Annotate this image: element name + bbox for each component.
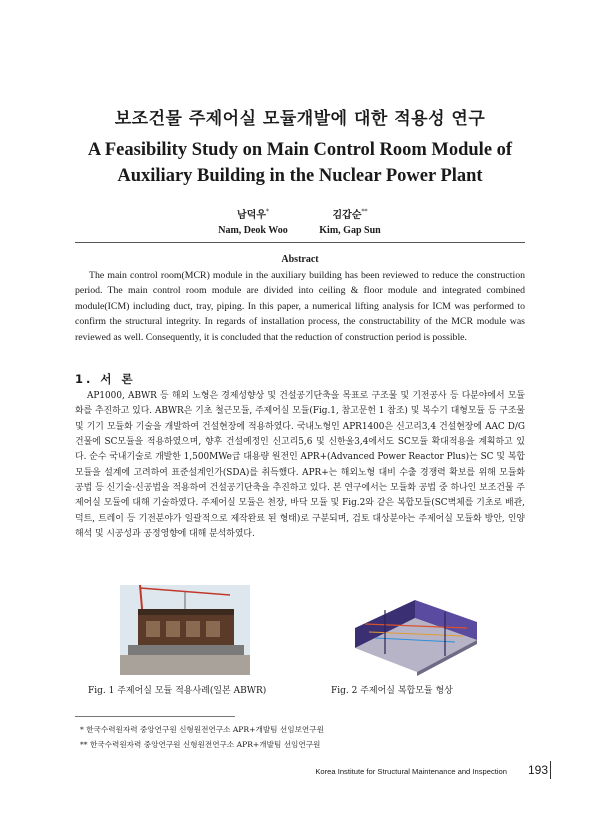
fig1-module-panel-3 (186, 621, 200, 637)
author-1-name-ko: 남덕우 (237, 210, 266, 221)
fig1-scaffold (128, 645, 244, 655)
page-number-bar (550, 761, 551, 779)
page-number: 193 (528, 763, 549, 777)
section-body: AP1000, ABWR 등 해외 노형은 경제성향상 및 건설공기단축을 목표로 구조물 및 기전공사 등 다분야에서 모듈화를 추진하고 있다. ABWR은 기초 철근모듈, 주제어실 모듈(Fig.1, 참고문헌 1 참조) 및 복수기 대형모듈 등 구조물 및 기기 모듈화 기술을 개발하여 건설현장에 적용하였다. 국내노형인 APR1400은 신고리3,4 건설현장에 AAC D/G 건물에 SC모듈을 적용하였으며, 향후 건설예정인 신고리5,6 및 신한울3,4에서도 SC모듈 확대적용을 계획하고 있다. 순수 국내기술로 개발한 1,500MWe급 대용량 원전인 APR+(Advanced Power Reactor Plus)는 SC 및 복합모듈을 설계에 고려하여 표준설계인가(SDA)를 취득했다. APR+는 해외노형 대비 수출 경쟁력 확보를 위해 모듈화 공법 등 신기술·신공법을 적용하여 건설공기단축을 추진하고 있다. 본 연구에서는 모듈화 공법 중 하나인 보조건물 주제어실 모듈에 대해 기술하였다. 주제어실 모듈은 천장, 바닥 모듈 및 Fig.2와 같은 복합모듈(SC벽체를 기초로 배관, 덕트, 트레이 등 기전분야가 일괄적으로 제작완료 된 형태)로 구분되며, 검토 대상분야는 주제어실 모듈화 방안, 인양해석 및 시공성과 공정영향에 대해 분석하였다. (75, 391, 525, 540)
figure-1-caption: Fig. 1 주제어실 모듈 적용사례(일본 ABWR) (88, 686, 267, 696)
author-2-name-ko: 김갑순 (332, 210, 362, 221)
title-english-line-2: Auxiliary Building in the Nuclear Power Plant (117, 166, 483, 186)
fig1-ground (120, 655, 250, 675)
author-2 (300, 206, 400, 236)
author-2-mark: ** (361, 208, 368, 216)
fig1-module-panel-1 (146, 621, 160, 637)
author-1-mark: * (265, 208, 269, 216)
institution-name: Korea Institute for Structural Maintenance and Inspection (315, 767, 507, 776)
header-divider (75, 242, 525, 243)
footnote-divider (75, 716, 235, 717)
abstract-text: The main control room(MCR) module in the auxiliary building has been reviewed to reduce the construction period. The main control room module are divided into ceiling & floor module and integrated combined module(ICM) including duct, tray, piping. In this paper, a numerical lifting analysis for ICM was performed to confirm the structural integrity. In regards of installation process, the constructability of the MCR module was reviewed as well. Consequently, it is concluded that the reduction of construction period is possible. (75, 270, 525, 343)
section-heading: 1. 서 론 (75, 372, 136, 386)
title-korean: 보조건물 주제어실 모듈개발에 대한 적용성 연구 (114, 109, 486, 129)
fig1-module-panel-4 (206, 621, 220, 637)
figure-1-image (120, 585, 250, 675)
figure-2-image (345, 588, 485, 678)
title-english-line-1: A Feasibility Study on Main Control Room Module of (87, 140, 513, 160)
title-english (60, 137, 540, 189)
author-1 (208, 206, 298, 236)
figure-2-caption: Fig. 2 주제어실 복합모듈 형상 (331, 686, 453, 696)
fig1-module-roof (138, 609, 234, 615)
footnote-2: ** 한국수력원자력 중앙연구원 신형원전연구소 APR+개발팀 선임연구원 (80, 740, 321, 749)
footnote-1: * 한국수력원자력 중앙연구원 신형원전연구소 APR+개발팀 선임보연구원 (80, 725, 324, 734)
author-2-name-en: Kim, Gap Sun (319, 225, 381, 236)
author-1-name-en: Nam, Deok Woo (218, 225, 288, 236)
fig1-module-panel-2 (166, 621, 180, 637)
abstract-heading: Abstract (281, 254, 319, 265)
